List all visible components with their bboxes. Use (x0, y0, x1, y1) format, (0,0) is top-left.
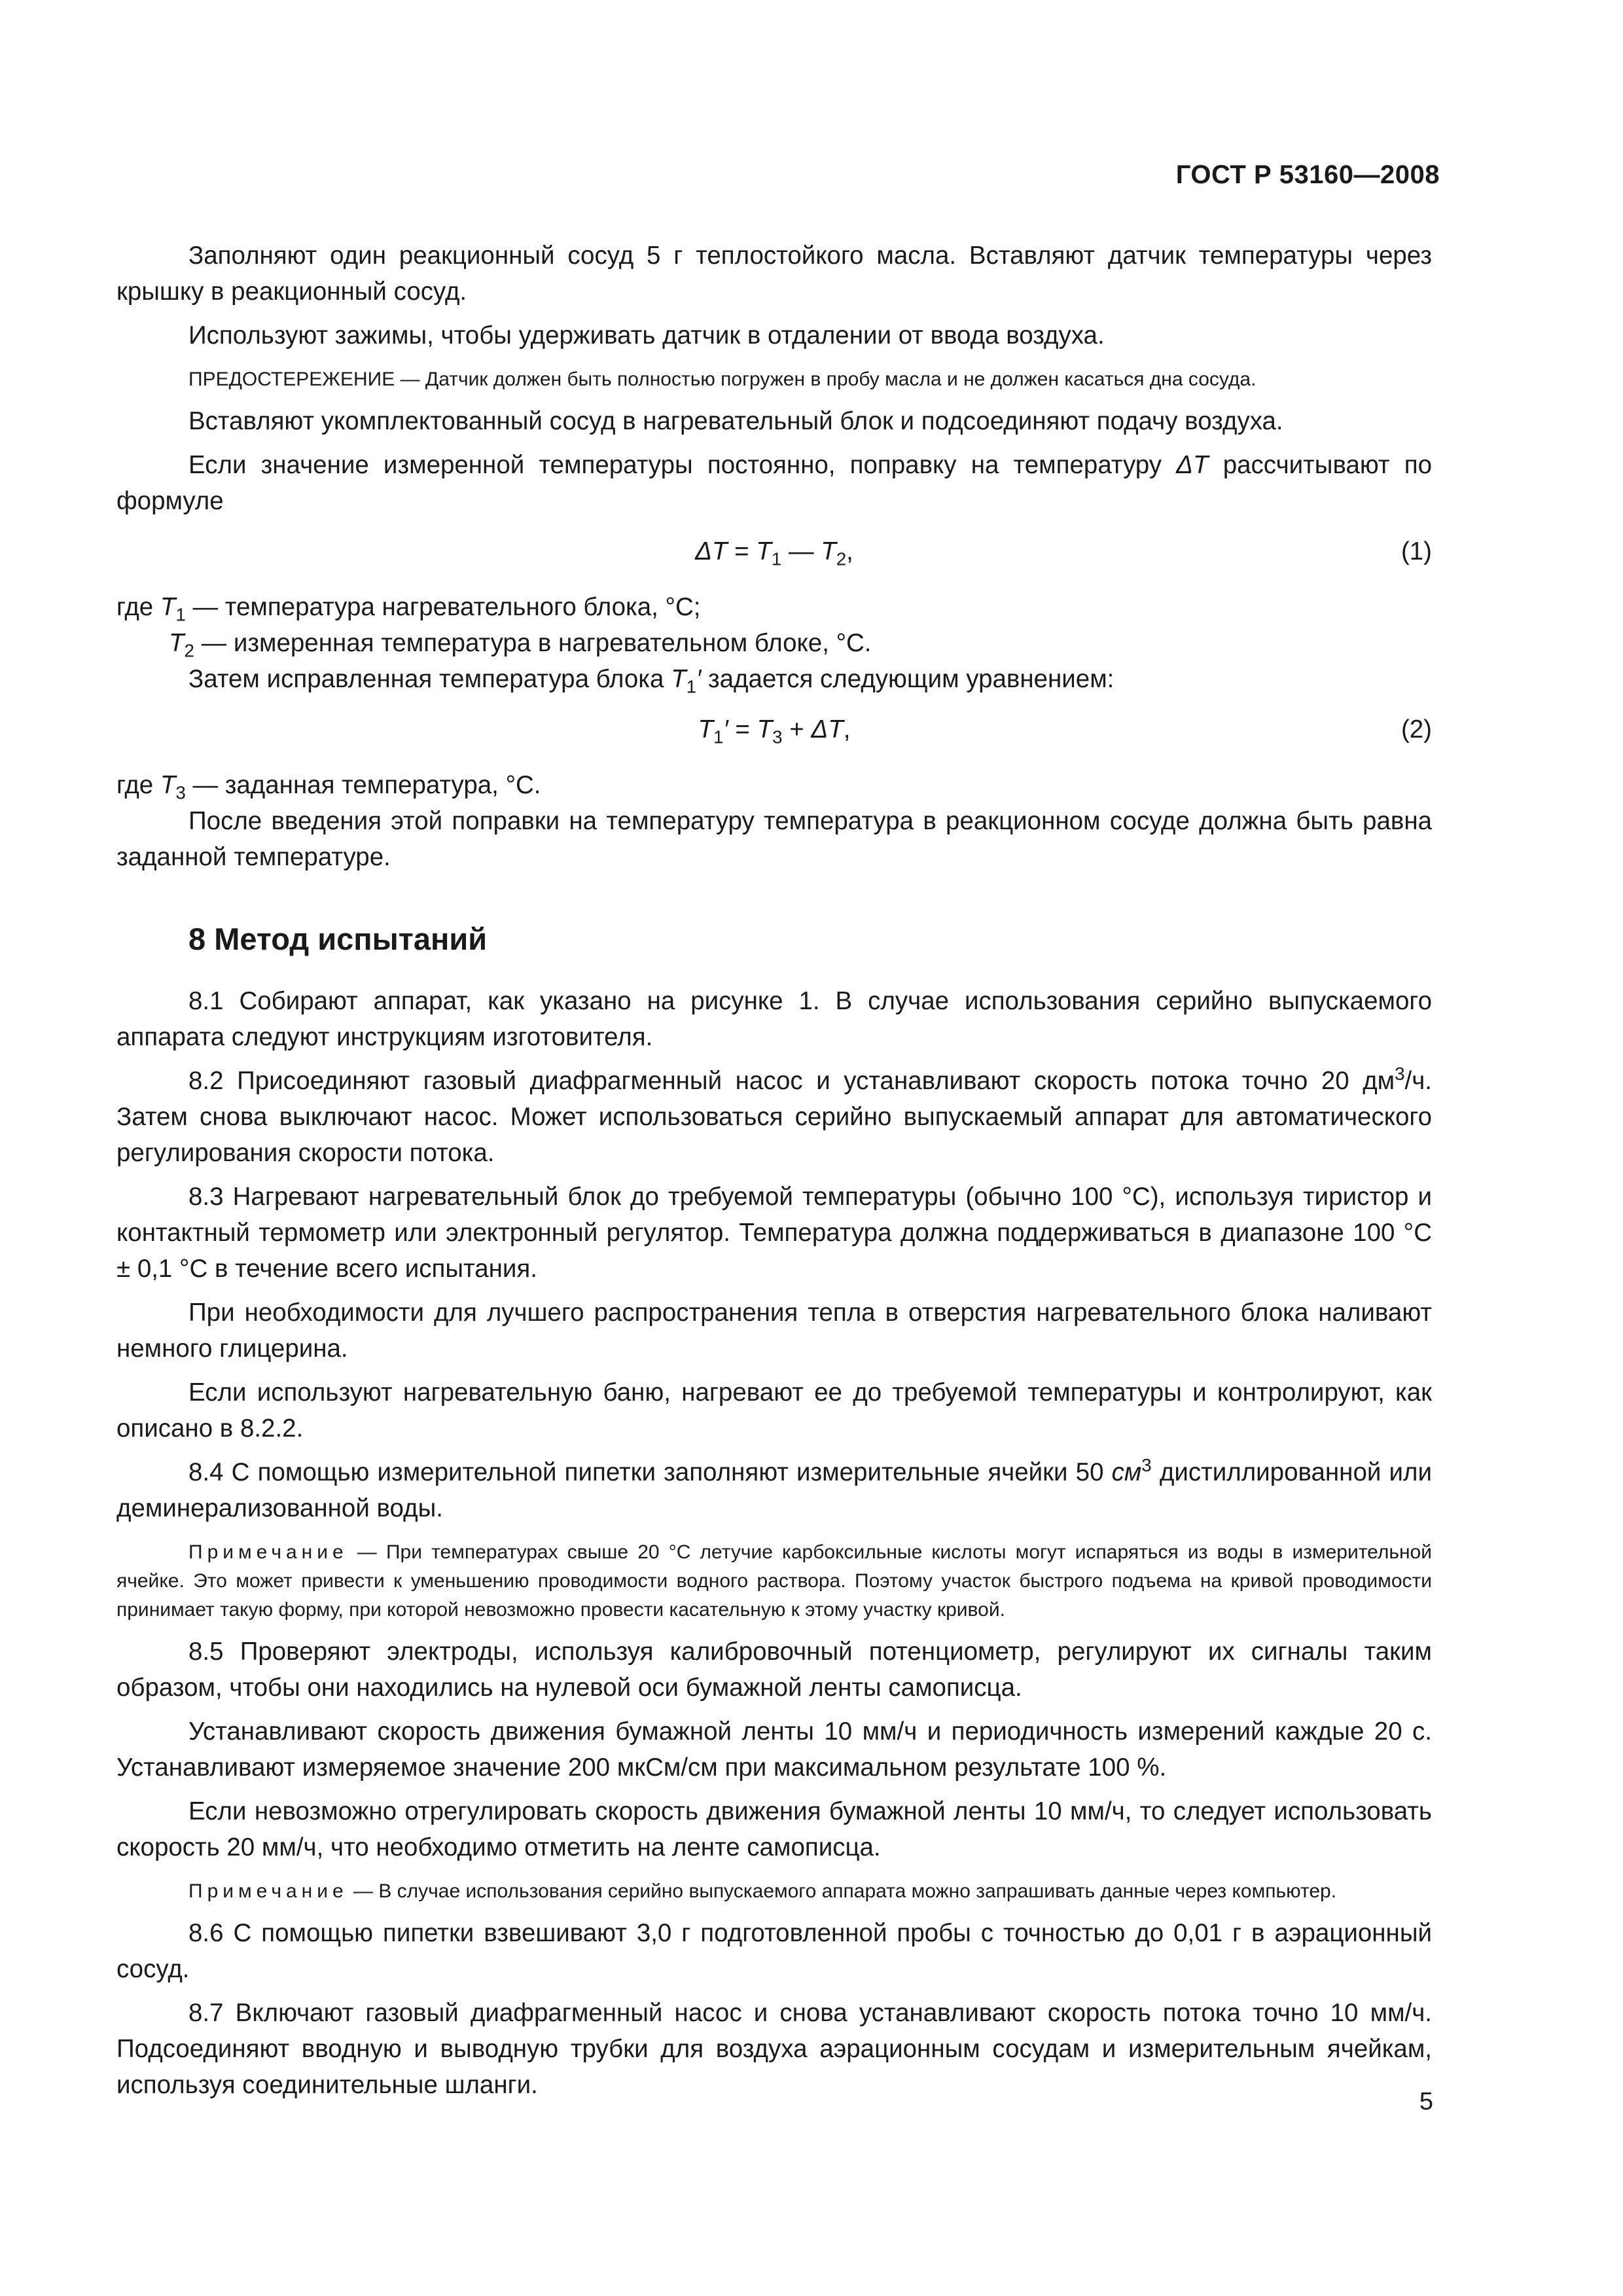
page-number: 5 (1419, 2088, 1433, 2115)
document-body (116, 238, 1432, 2103)
formula-2: $T_1' = T_3 + \Delta T$, (2) (116, 711, 1432, 747)
clause-8-4: 8.4 С помощью измерительной пипетки заполняют измерительные ячейки 50 $см^3$ дистиллированной или деминерализованной воды. (116, 1455, 1432, 1522)
clause-8-1: 8.1 Собирают аппарат, как указано на рисунке 1. В случае использования серийно выпускаемого аппарата следуют инструкциям изготовителя. (116, 987, 1432, 1051)
where-t3: где $T_3$ — заданная температура, °С. (116, 771, 541, 803)
paragraph-after-correction: После введения этой поправки на температуру температура в реакционном сосуде должна быть равна заданной температуре. (116, 807, 1432, 871)
paragraph-fill-vessel: Заполняют один реакционный сосуд 5 г теплостойкого масла. Вставляют датчик температуры через крышку в реакционный сосуд. (116, 242, 1432, 306)
where-t1: где $T_1$ — температура нагревательного блока, °С; (116, 593, 701, 625)
clause-8-5: 8.5 Проверяют электроды, используя калибровочный потенциометр, регулируют их сигналы таким образом, чтобы они находились на нулевой оси бумажной ленты самописца. (116, 1638, 1432, 1702)
paragraph-corrected-temp: Затем исправленная температура блока $T_1'$ задается следующим уравнением: (188, 665, 1115, 697)
formula-1: $\Delta T = T_1$ — $T_2$, (1) (116, 533, 1432, 569)
paragraph-insert-vessel: Вставляют укомплектованный сосуд в нагревательный блок и подсоединяют подачу воздуха. (188, 407, 1283, 435)
paragraph-correction: Если значение измеренной температуры постоянно, поправку на температуру ΔT рассчитывают по формуле (116, 451, 1432, 515)
document-header: ГОСТ Р 53160—2008 (1175, 160, 1440, 189)
warning-note: ПРЕДОСТЕРЕЖЕНИЕ — Датчик должен быть полностью погружен в пробу масла и не должен касаться дна сосуда. (188, 368, 1257, 390)
section-heading: 8 Метод испытаний (188, 922, 488, 956)
formula-number: (1) (1400, 537, 1432, 565)
clause-8-3-glycerin: При необходимости для лучшего распространения тепла в отверстия нагревательного блока наливают немного глицерина. (116, 1299, 1432, 1363)
formula-number: (2) (1400, 715, 1432, 744)
where-t2: $T_2$ — измеренная температура в нагревательном блоке, °С. (169, 629, 872, 661)
clause-8-5-alt-speed: Если невозможно отрегулировать скорость движения бумажной ленты 10 мм/ч, то следует использовать скорость 20 мм/ч, что необходимо отметить на ленте самописца. (116, 1797, 1432, 1861)
note-computer: Примечание — В случае использования серийно выпускаемого аппарата можно запрашивать данные через компьютер. (188, 1880, 1337, 1902)
clause-8-5-speed: Устанавливают скорость движения бумажной ленты 10 мм/ч и периодичность измерений каждые 20 с. Устанавливают измеряемое значение 200 мкСм/см при максимальном результате 100 %. (116, 1717, 1432, 1782)
paragraph-clamps: Используют зажимы, чтобы удерживать датчик в отдалении от ввода воздуха. (188, 321, 1105, 350)
clause-8-3: 8.3 Нагревают нагревательный блок до требуемой температуры (обычно 100 °С), используя тиристор и контактный термометр или электронный регулятор. Температура должна поддерживаться в диапазоне 100 °С ± 0,1 °С в течение всего испытания. (116, 1183, 1432, 1283)
clause-8-3-bath: Если используют нагревательную баню, нагревают ее до требуемой температуры и контролируют, как описано в 8.2.2. (116, 1378, 1432, 1443)
clause-8-6: 8.6 С помощью пипетки взвешивают 3,0 г подготовленной пробы с точностью до 0,01 г в аэрационный сосуд. (116, 1919, 1432, 1983)
note-temperature: Примечание — При температурах свыше 20 °С летучие карбоксильные кислоты могут испаряться из воды в измерительной ячейке. Это может привести к уменьшению проводимости водного раствора. Поэтому участок быстрого подъема на кривой проводимости принимает такую форму, при которой невозможно провести касательную к этому участку кривой. (116, 1541, 1432, 1621)
clause-8-7: 8.7 Включают газовый диафрагменный насос и снова устанавливают скорость потока точно 10 мм/ч. Подсоединяют вводную и выводную трубки для воздуха аэрационным сосудам и измерительным ячейкам, используя соединительные шланги. (116, 1999, 1432, 2099)
clause-8-2: 8.2 Присоединяют газовый диафрагменный насос и устанавливают скорость потока точно 20 $дм^3/ч$. Затем снова выключают насос. Может использоваться серийно выпускаемый аппарат для автоматического регулирования скорости потока. (116, 1064, 1432, 1167)
